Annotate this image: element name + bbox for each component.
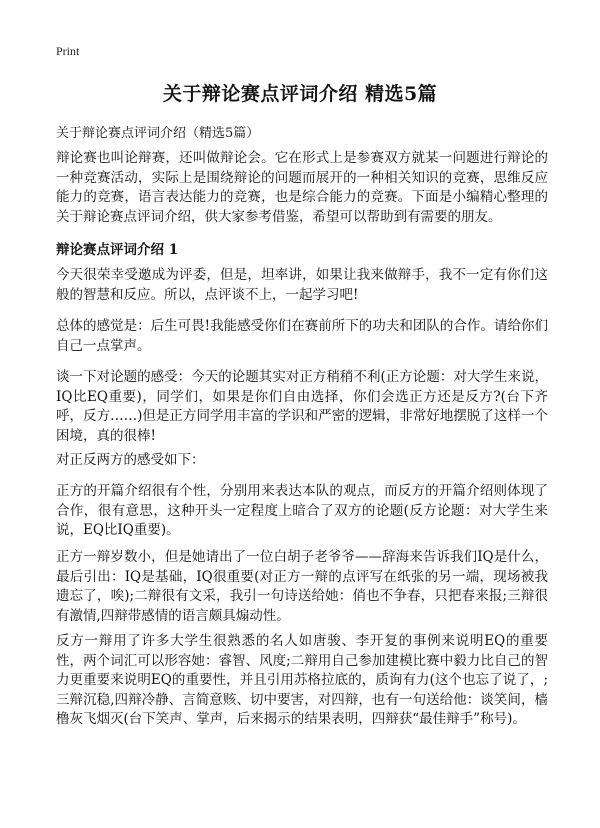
section-heading: 辩论赛点评词介绍 1	[56, 242, 179, 258]
paragraph-2: 总体的感觉是：后生可畏!我能感受你们在赛前所下的功夫和团队的合作。请给你们自己一点掌声。	[56, 318, 548, 354]
paragraph-1: 今天很荣幸受邀成为评委，但是，坦率讲，如果让我来做辩手，我不一定有你们这般的智慧和反应。所以，点评谈不上，一起学习吧!	[56, 267, 548, 303]
print-link[interactable]: Print	[56, 44, 80, 58]
paragraph-3: 谈一下对论题的感受：今天的论题其实对正方稍稍不利(正方论题：对大学生来说，IQ比EQ重要)，同学们，如果是你们自由选择，你们会选正方还是反方?(台下齐呼，反方……)但是正方同学用丰富的学识和严密的逻辑，非常好地摆脱了这样一个困境，真的很棒!	[56, 369, 548, 444]
document-title: 关于辩论赛点评词介绍 精选5篇	[162, 83, 438, 105]
paragraph-7: 反方一辩用了许多大学生很熟悉的名人如唐骏、李开复的事例来说明EQ的重要性，两个词汇可以形容她：睿智、风度;二辩用自己参加建模比赛中毅力比自己的智力更重要来说明EQ的重要性，并且引用苏格拉底的，质询有力(这个也忘了说了，;三辩沉稳,四辩冷静、言简意赅、切中要害，对四辩，也有一句送给他：谈笑间，樯橹灰飞烟灭(台下笑声、掌声，后来揭示的结果表明，四辩获“最佳辩手”称号)。	[56, 633, 548, 727]
document-subtitle: 关于辩论赛点评词介绍（精选5篇）	[56, 126, 260, 141]
intro-paragraph: 辩论赛也叫论辩赛，还叫做辩论会。它在形式上是参赛双方就某一问题进行辩论的一种竞赛活动，实际上是围绕辩论的问题而展开的一种相关知识的竞赛，思维反应能力的竞赛，语言表达能力的竞赛，也是综合能力的竞赛。下面是小编精心整理的关于辩论赛点评词介绍，供大家参考借鉴，希望可以帮助到有需要的朋友。	[56, 150, 548, 225]
paragraph-5: 正方的开篇介绍很有个性，分别用来表达本队的观点，而反方的开篇介绍则体现了合作，很有意思，这种开头一定程度上暗合了双方的论题(反方论题：对大学生来说，EQ比IQ重要)。	[56, 483, 548, 538]
paragraph-4: 对正反两方的感受如下：	[56, 452, 205, 468]
paragraph-6: 正方一辩岁数小，但是她请出了一位白胡子老爷爷——辞海来告诉我们IQ是什么，最后引出：IQ是基础，IQ很重要(对正方一辩的点评写在纸张的另一端，现场被我遗忘了，唉);二辩很有文采，我引一句诗送给她：俏也不争春，只把春来报;三辩很有激情,四辩带感情的语言颇具煽动性。	[56, 549, 548, 624]
